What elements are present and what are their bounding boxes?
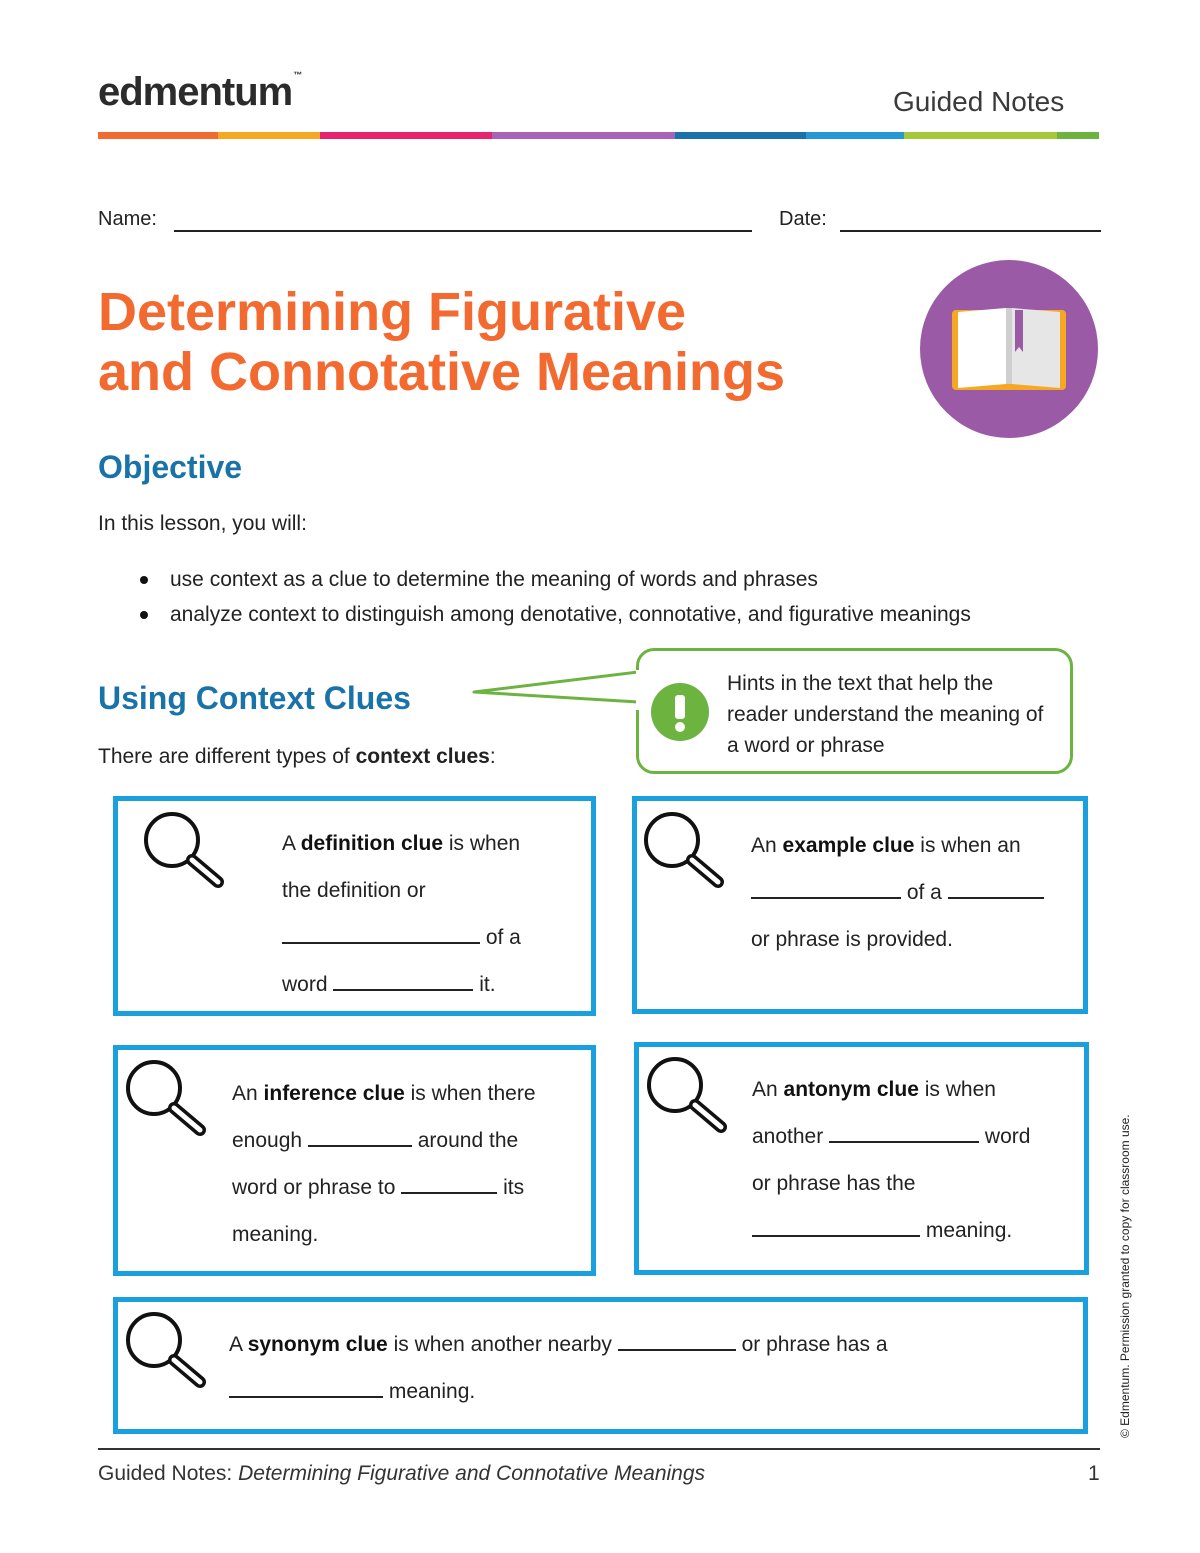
callout-text: Hints in the text that help the reader understand the meaning of a word or phrase — [727, 672, 1044, 757]
antonym-clue-text — [752, 1066, 1077, 1254]
answer-blank[interactable] — [752, 1217, 920, 1237]
bullet-text: use context as a clue to determine the meaning of words and phrases — [170, 568, 818, 591]
intro-colon: : — [489, 745, 496, 768]
example-clue-text — [751, 822, 1071, 963]
text-span: is when there — [404, 1082, 536, 1105]
name-label: Name: — [98, 208, 157, 230]
answer-blank[interactable] — [333, 971, 473, 991]
footer-lesson-title: Determining Figurative and Connotative Meanings — [238, 1462, 706, 1485]
stripe-segment — [320, 132, 492, 139]
card-line — [229, 1321, 1059, 1368]
card-line — [751, 869, 1071, 916]
card-line: or phrase has the — [752, 1172, 916, 1195]
date-field[interactable] — [840, 230, 1101, 232]
exclamation-icon — [651, 683, 709, 741]
footer-prefix: Guided Notes: — [98, 1462, 239, 1485]
card-line: the definition or — [282, 879, 426, 902]
bold-term: definition clue — [300, 832, 444, 855]
text-span: meaning. — [383, 1380, 476, 1403]
text-span: of a — [901, 881, 948, 904]
page-number: 1 — [1088, 1462, 1100, 1485]
color-stripe — [98, 132, 1099, 139]
list-item — [130, 565, 971, 600]
answer-blank[interactable] — [829, 1123, 979, 1143]
inference-clue-text — [232, 1070, 582, 1258]
bullet-dot — [140, 611, 148, 619]
card-line — [232, 1164, 582, 1211]
card-line — [752, 1207, 1077, 1254]
page-title — [98, 282, 785, 402]
logo-text: edmentum — [98, 70, 293, 114]
magnifying-glass-icon — [122, 1308, 214, 1392]
synonym-clue-text — [229, 1321, 1059, 1415]
card-line — [232, 1117, 582, 1164]
callout-pointer — [470, 660, 650, 720]
copyright-note: © Edmentum. Permission granted to copy for classroom use. — [1118, 1114, 1132, 1438]
text-span: around the — [411, 1129, 519, 1152]
text-span: of a — [480, 926, 521, 949]
card-line — [232, 1070, 582, 1117]
stripe-segment — [904, 132, 1057, 139]
objective-heading: Objective — [98, 449, 243, 485]
bold-term: example clue — [782, 834, 915, 857]
edmentum-logo — [98, 70, 301, 115]
open-book-icon — [918, 260, 1100, 438]
title-line-2: and Connotative Meanings — [98, 342, 786, 402]
stripe-segment — [98, 132, 218, 139]
card-line — [282, 914, 572, 961]
magnifying-glass-icon — [643, 1053, 735, 1137]
bold-term: synonym clue — [247, 1333, 388, 1356]
title-line-1: Determining Figurative — [98, 282, 687, 342]
footer-divider — [98, 1448, 1100, 1450]
date-label: Date: — [779, 208, 827, 230]
stripe-segment — [806, 132, 904, 139]
text-span: word — [282, 973, 334, 996]
stripe-segment — [492, 132, 675, 139]
text-span: it. — [473, 973, 496, 996]
text-span: word — [979, 1125, 1031, 1148]
text-span: its — [497, 1176, 525, 1199]
bold-term: inference clue — [263, 1082, 405, 1105]
card-line: meaning. — [232, 1223, 319, 1246]
stripe-segment — [218, 132, 320, 139]
card-line — [229, 1368, 1059, 1415]
answer-blank[interactable] — [308, 1127, 412, 1147]
answer-blank[interactable] — [751, 879, 901, 899]
magnifying-glass-icon — [122, 1056, 214, 1140]
text-span: is when — [918, 1078, 996, 1101]
text-span: or phrase has a — [735, 1333, 888, 1356]
definition-clue-text — [282, 820, 572, 1008]
stripe-segment — [675, 132, 806, 139]
text-span: another — [752, 1125, 830, 1148]
objective-intro: In this lesson, you will: — [98, 512, 307, 535]
text-span: is when — [443, 832, 521, 855]
text-span: An — [752, 1078, 784, 1101]
answer-blank[interactable] — [948, 879, 1044, 899]
card-line — [752, 1113, 1077, 1160]
callout-mask — [636, 670, 646, 710]
card-line — [282, 961, 572, 1008]
header-label: Guided Notes — [893, 86, 1065, 117]
magnifying-glass-icon — [640, 808, 732, 892]
card-line: or phrase is provided. — [751, 928, 953, 951]
intro-text: There are different types of — [98, 745, 356, 768]
text-span: is when another nearby — [387, 1333, 618, 1356]
context-clues-heading: Using Context Clues — [98, 680, 411, 716]
text-span: enough — [232, 1129, 308, 1152]
text-span: A — [282, 832, 301, 855]
answer-blank[interactable] — [401, 1174, 497, 1194]
bold-term: antonym clue — [783, 1078, 919, 1101]
context-clues-intro — [98, 745, 496, 769]
answer-blank[interactable] — [282, 924, 480, 944]
trademark-mark: ™ — [293, 70, 302, 80]
name-field[interactable] — [174, 230, 752, 232]
list-item — [130, 600, 971, 635]
objective-list — [130, 565, 971, 635]
text-span: word or phrase to — [232, 1176, 402, 1199]
footer-title — [98, 1462, 705, 1486]
card-line — [282, 820, 572, 867]
intro-bold-term: context clues — [355, 745, 490, 768]
stripe-segment — [1057, 132, 1099, 139]
answer-blank[interactable] — [618, 1331, 736, 1351]
card-line — [752, 1066, 1077, 1113]
text-span: meaning. — [920, 1219, 1013, 1242]
text-span: An — [751, 834, 783, 857]
text-span: is when an — [914, 834, 1021, 857]
text-span: An — [232, 1082, 264, 1105]
card-line — [751, 822, 1071, 869]
answer-blank[interactable] — [229, 1378, 383, 1398]
bullet-dot — [140, 576, 148, 584]
text-span: A — [229, 1333, 248, 1356]
bullet-text: analyze context to distinguish among denotative, connotative, and figurative meanings — [170, 603, 971, 626]
magnifying-glass-icon — [140, 808, 232, 892]
